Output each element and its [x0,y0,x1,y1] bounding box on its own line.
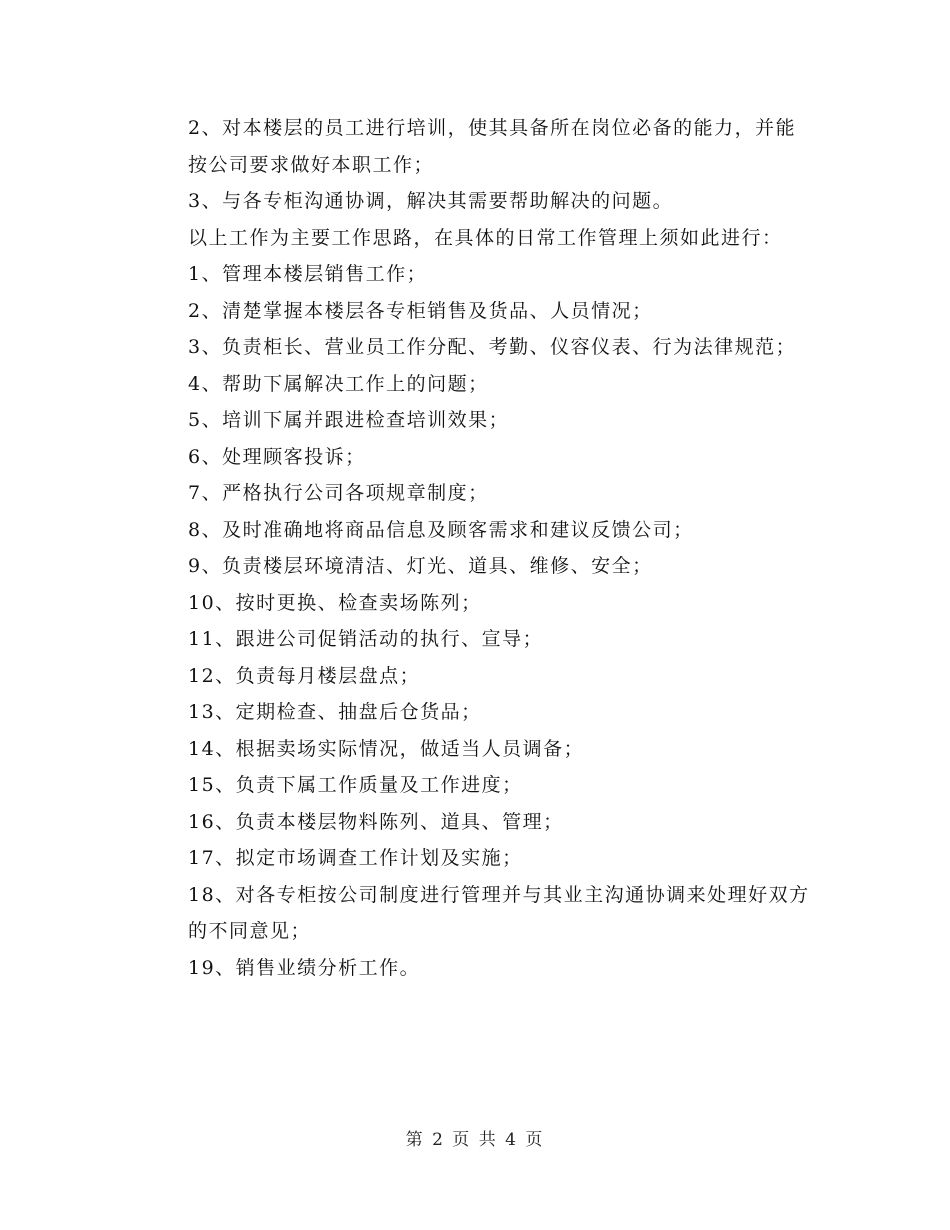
page-number-footer: 第 2 页 共 4 页 [405,1130,545,1150]
list-item-14: 14、根据卖场实际情况，做适当人员调备； [188,737,585,760]
list-item-2: 2、清楚掌握本楼层各专柜销售及货品、人员情况； [188,299,653,322]
document-body [143,110,815,986]
list-item-8: 8、及时准确地将商品信息及顾客需求和建议反馈公司； [188,518,694,541]
list-item-17: 17、拟定市场调查工作计划及实施； [188,847,523,869]
list-item-4: 4、帮助下属解决工作上的问题； [188,372,489,395]
list-item-12: 12、负责每月楼层盘点； [188,664,421,687]
list-item-10: 10、按时更换、检查卖场陈列； [188,591,482,614]
list-item-11: 11、跟进公司促销活动的执行、宣导； [188,628,544,650]
list-item-5: 5、培训下属并跟进检查培训效果； [188,409,510,431]
list-item-15: 15、负责下属工作质量及工作进度； [188,774,523,796]
paragraph-2: 3、与各专柜沟通协调，解决其需要帮助解决的问题。 [188,190,674,212]
list-item-18: 18、对各专柜按公司制度进行管理并与其业主沟通协调来处理好双方的不同意见； [188,883,810,942]
list-item-7: 7、严格执行公司各项规章制度； [188,482,489,504]
paragraph-1: 2、对本楼层的员工进行培训，使其具备所在岗位必备的能力，并能按公司要求做好本职工作； [188,117,797,176]
list-item-19: 19、销售业绩分析工作。 [188,956,421,979]
list-item-16: 16、负责本楼层物料陈列、道具、管理； [188,810,564,833]
list-item-3: 3、负责柜长、营业员工作分配、考勤、仪容仪表、行为法律规范； [188,336,797,358]
paragraph-3: 以上工作为主要工作思路，在具体的日常工作管理上须如此进行： [188,226,783,249]
list-item-6: 6、处理顾客投诉； [188,445,366,468]
list-item-9: 9、负责楼层环境清洁、灯光、道具、维修、安全； [188,555,653,577]
list-item-1: 1、管理本楼层销售工作； [188,263,428,285]
list-item-13: 13、定期检查、抽盘后仓货品； [188,701,482,723]
